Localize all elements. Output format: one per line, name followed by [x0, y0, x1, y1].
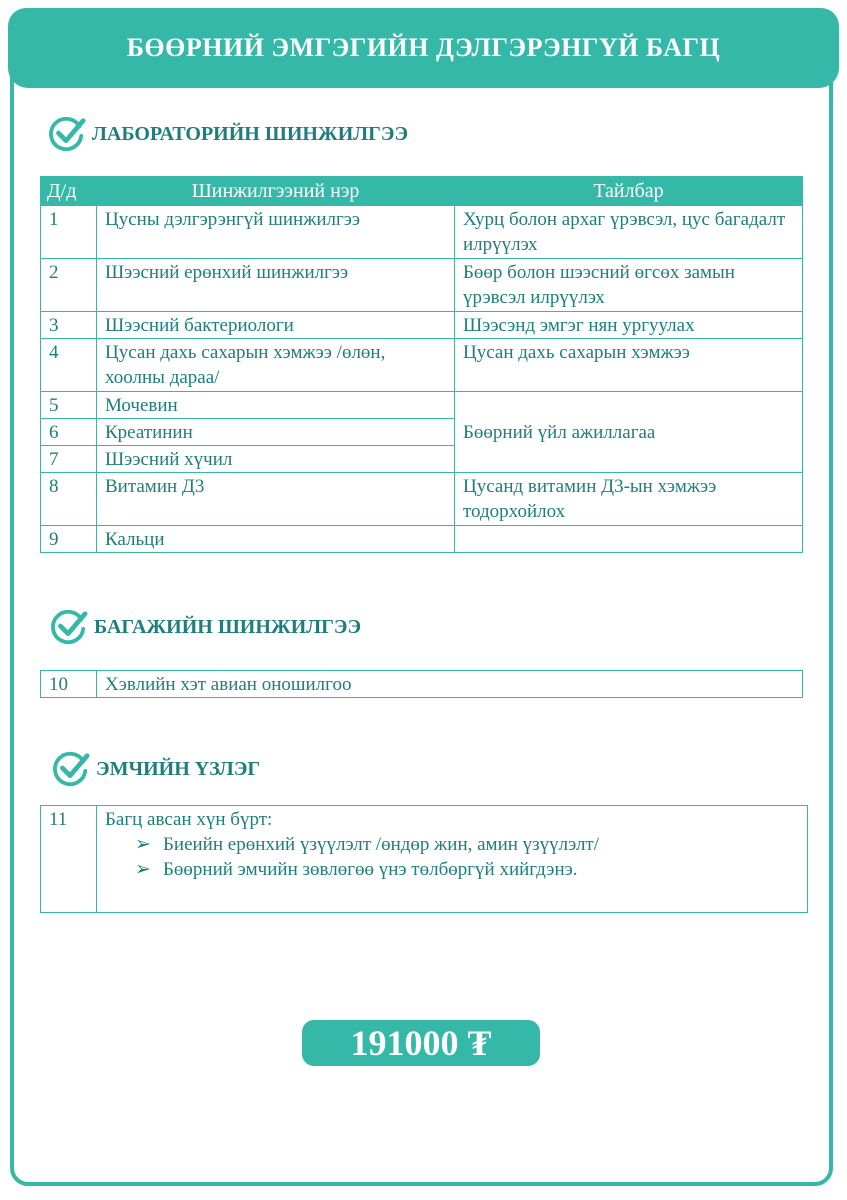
header-name: Шинжилгээний нэр	[97, 177, 455, 206]
arrow-bullet-icon: ➢	[135, 859, 151, 880]
row-num: 11	[41, 806, 97, 913]
row-desc: Цусанд витамин Д3-ын хэмжээ тодорхойлох	[455, 473, 803, 526]
row-name: Цусны дэлгэрэнгүй шинжилгээ	[97, 206, 455, 259]
row-name: Хэвлийн хэт авиан оношилгоо	[97, 671, 803, 698]
row-content	[97, 806, 808, 913]
row-desc: Бөөрний үйл ажиллагаа	[455, 392, 803, 473]
table-row	[41, 259, 803, 312]
lab-section-heading	[48, 115, 408, 153]
row-num: 10	[41, 671, 97, 698]
row-name: Креатинин	[97, 419, 455, 446]
header-num: Д/д	[41, 177, 97, 206]
check-circle-icon	[52, 750, 90, 788]
table-row	[41, 473, 803, 526]
row-name: Шээсний хүчил	[97, 446, 455, 473]
device-section-heading	[50, 608, 361, 646]
lab-section-label: ЛАБОРАТОРИЙН ШИНЖИЛГЭЭ	[92, 122, 409, 145]
table-row	[41, 806, 808, 913]
row-num: 9	[41, 526, 97, 553]
row-desc: Хурц болон архаг үрэвсэл, цус багадалт илрүүлэх	[455, 206, 803, 259]
row-desc: Бөөр болон шээсний өгсөх замын үрэвсэл илрүүлэх	[455, 259, 803, 312]
row-num: 5	[41, 392, 97, 419]
row-num: 2	[41, 259, 97, 312]
device-section-label: БАГАЖИЙН ШИНЖИЛГЭЭ	[94, 615, 362, 638]
row-desc: Шээсэнд эмгэг нян ургуулах	[455, 312, 803, 339]
row-desc: Цусан дахь сахарын хэмжээ	[455, 339, 803, 392]
arrow-bullet-icon: ➢	[135, 834, 151, 855]
doctor-section-heading	[52, 750, 260, 788]
doctor-section-label: ЭМЧИЙН ҮЗЛЭГ	[96, 757, 261, 780]
doctor-intro: Багц авсан хүн бүрт:	[105, 809, 273, 830]
row-num: 7	[41, 446, 97, 473]
check-circle-icon	[50, 608, 88, 646]
table-row	[41, 206, 803, 259]
check-circle-icon	[48, 115, 86, 153]
table-row	[41, 392, 803, 419]
page-title: БӨӨРНИЙ ЭМГЭГИЙН ДЭЛГЭРЭНГҮЙ БАГЦ	[8, 8, 839, 88]
header-desc: Тайлбар	[455, 177, 803, 206]
row-num: 8	[41, 473, 97, 526]
doctor-bullet-list	[105, 832, 799, 882]
list-item-text: Бөөрний эмчийн зөвлөгөө үнэ төлбөргүй хийгдэнэ.	[163, 859, 578, 880]
doctor-table	[40, 805, 808, 913]
row-num: 3	[41, 312, 97, 339]
row-num: 1	[41, 206, 97, 259]
table-row	[41, 671, 803, 698]
list-item-text: Биеийн ерөнхий үзүүлэлт /өндөр жин, амин үзүүлэлт/	[163, 834, 600, 855]
row-name: Шээсний ерөнхий шинжилгээ	[97, 259, 455, 312]
device-table	[40, 670, 803, 698]
row-name: Мочевин	[97, 392, 455, 419]
row-name: Кальци	[97, 526, 455, 553]
row-num: 6	[41, 419, 97, 446]
price-badge: 191000 ₮	[302, 1020, 540, 1066]
table-header-row	[41, 177, 803, 206]
row-name: Витамин Д3	[97, 473, 455, 526]
table-row	[41, 526, 803, 553]
row-name: Шээсний бактериологи	[97, 312, 455, 339]
table-row	[41, 312, 803, 339]
list-item	[135, 832, 799, 857]
table-row	[41, 339, 803, 392]
list-item	[135, 857, 799, 882]
row-name: Цусан дахь сахарын хэмжээ /өлөн, хоолны дараа/	[97, 339, 455, 392]
row-desc	[455, 526, 803, 553]
row-num: 4	[41, 339, 97, 392]
lab-table	[40, 176, 803, 553]
